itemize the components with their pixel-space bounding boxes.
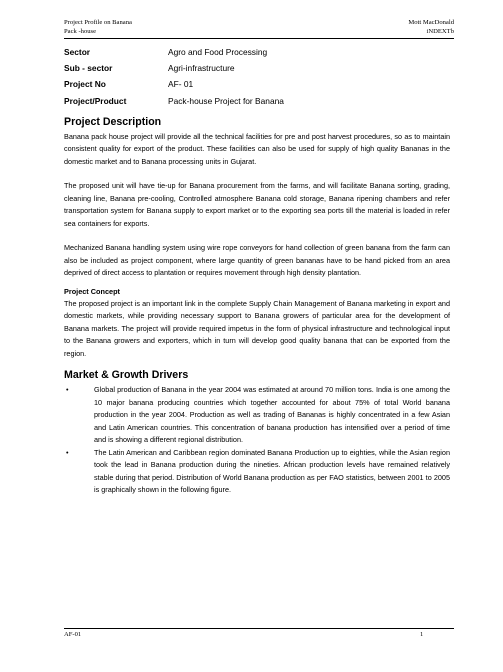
page-number: 1 (420, 631, 424, 638)
info-label: Sector (64, 47, 91, 58)
info-label: Project/Product (64, 95, 127, 106)
info-value: Agro and Food Processing (168, 47, 268, 58)
running-header-right (408, 19, 454, 36)
info-label: Sub - sector (64, 63, 113, 74)
header-rule (64, 38, 454, 39)
info-value: Agri-infrastructure (168, 63, 235, 74)
concept-paragraph: The proposed project is an important link in the complete Supply Chain Management of Banana marketing in export and domestic markets, while providing necessary support to Banana growers of particular area for the development of Banana markets. The project will provide required impetus in the form of physical infrastructure and technological input to the Banana growers and exporters, which in turn will develop good quality banana that can be exported from the region. (64, 298, 450, 358)
bullet-text: Global production of Banana in the year 2004 was estimated at around 70 million tons. India is one among the 10 major banana producing countries which together accounted for about 75% of total World banana production in the year 2004. Production as well as trading of Bananas is highly concentrated in a few Asian and Latin American countries. This concentration of banana production has intensified over a period of time and is showing a different regional distribution. (94, 385, 450, 445)
header-doc-subtitle: Pack -house (64, 27, 97, 35)
description-paragraph-3: Mechanized Banana handling system using wire rope conveyors for hand collection of green banana from the farm can also be included as project component, where large quantity of green bananas have to be hand picked from an area deprived of direct access to plantation or requires movement through high density plantation. (64, 243, 450, 278)
project-description-heading: Project Description (64, 115, 162, 128)
list-item (64, 384, 450, 447)
running-header-left (64, 19, 132, 36)
bullet-icon: • (66, 385, 69, 395)
market-growth-heading: Market & Growth Drivers (64, 369, 189, 382)
project-concept-heading: Project Concept (64, 286, 120, 296)
header-organization: iNDEXTb (426, 27, 454, 35)
page-body (64, 44, 450, 497)
bullet-text: The Latin American and Caribbean region dominated Banana Production up to eighties, while the Asian region took the lead in Banana production during the nineties. African production levels have remained relatively stable during that period. Distribution of World Banana production as per FAO statistics, between 2001 to 2005 is graphically shown in the following figure. (94, 447, 450, 495)
info-value: Pack-house Project for Banana (168, 95, 284, 106)
info-label: Project No (64, 79, 106, 90)
description-paragraph-2: The proposed unit will have tie-up for Banana procurement from the farms, and will facilitate Banana sorting, grading, cleaning line, Banana pre-cooling, Controlled atmosphere Banana cold storage, Banana ripening chambers and refer transportation system for Banana supply to export market or to the exporting sea ports till the material is loaded in refer sea containers for exports. (64, 181, 450, 228)
footer-project-code: AF-01 (64, 631, 82, 638)
footer-rule (64, 628, 454, 629)
description-paragraph-1: Banana pack house project will provide all the technical facilities for pre and post harvest procedures, so as to maintain consistent quality for export of the product. These facilities can also be used for supply of high quality Bananas in the domestic market and to Banana processing units in Gujarat. (64, 131, 450, 166)
header-company: Mott MacDonald (408, 19, 454, 26)
info-row-sector (64, 44, 450, 60)
project-info-table (64, 44, 450, 109)
info-value: AF- 01 (168, 79, 194, 90)
info-row-sub-sector (64, 60, 450, 76)
list-item (64, 447, 450, 497)
info-row-project-product (64, 93, 450, 109)
market-bullet-list (64, 384, 450, 497)
header-doc-title: Project Profile on Banana (64, 19, 132, 26)
info-row-project-no (64, 76, 450, 92)
bullet-icon: • (66, 447, 69, 457)
